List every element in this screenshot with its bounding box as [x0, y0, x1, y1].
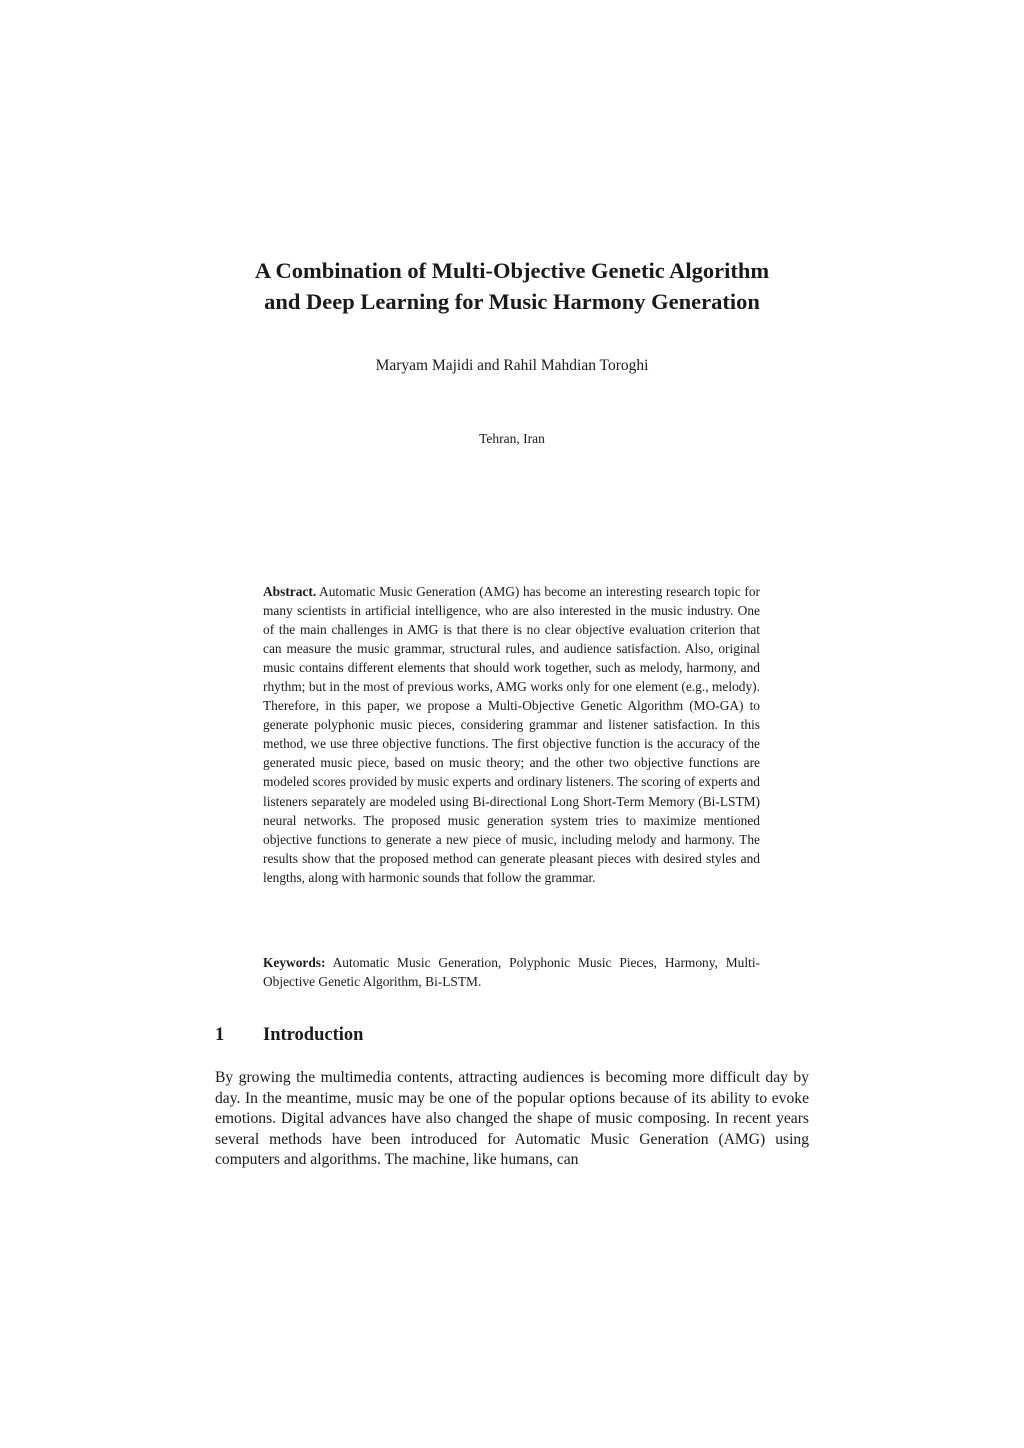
- keywords-text: Automatic Music Generation, Polyphonic Music Pieces, Harmony, Multi-Objective Genetic Algorithm, Bi-LSTM.: [263, 955, 760, 990]
- keywords-paragraph: [263, 953, 760, 991]
- introduction-paragraph: By growing the multimedia contents, attracting audiences is becoming more difficult day by day. In the meantime, music may be one of the popular options because of its ability to evoke emotions. Digital advances have also changed the shape of music composing. In recent years several methods have been introduced for Automatic Music Generation (AMG) using computers and algorithms. The machine, like humans, can: [215, 1069, 809, 1169]
- section-title: Introduction: [263, 1025, 364, 1045]
- abstract-label: Abstract.: [263, 584, 317, 599]
- keywords-label: Keywords:: [263, 955, 326, 970]
- section-heading-introduction: [215, 1022, 815, 1048]
- author-affiliation: Tehran, Iran: [479, 431, 545, 446]
- paper-title-line-2: and Deep Learning for Music Harmony Generation: [264, 289, 760, 314]
- section-number: 1: [215, 1025, 225, 1045]
- paper-title: [140, 255, 884, 317]
- paper-title-line-1: A Combination of Multi-Objective Genetic Algorithm: [254, 258, 770, 283]
- abstract-paragraph: [263, 582, 760, 887]
- abstract-text: Automatic Music Generation (AMG) has become an interesting research topic for many scientists in artificial intelligence, who are also interested in the music industry. One of the main challenges in AMG is that there is no clear objective evaluation criterion that can measure the music grammar, structural rules, and audience satisfaction. Also, original music contains different elements that should work together, such as melody, harmony, and rhythm; but in the most of previous works, AMG works only for one element (e.g., melody). Therefore, in this paper, we propose a Multi-Objective Genetic Algorithm (MO-GA) to generate polyphonic music pieces, considering grammar and listener satisfaction. In this method, we use three objective functions. The first objective function is the accuracy of the generated music piece, based on music theory; and the other two objective functions are modeled scores provided by music experts and ordinary listeners. The scoring of experts and listeners separately are modeled using Bi-directional Long Short-Term Memory (Bi-LSTM) neural networks. The proposed music generation system tries to maximize mentioned objective functions to generate a new piece of music, including melody and harmony. The results show that the proposed method can generate pleasant pieces with desired styles and lengths, along with harmonic sounds that follow the grammar.: [263, 584, 761, 885]
- author-list: Maryam Majidi and Rahil Mahdian Toroghi: [375, 357, 649, 374]
